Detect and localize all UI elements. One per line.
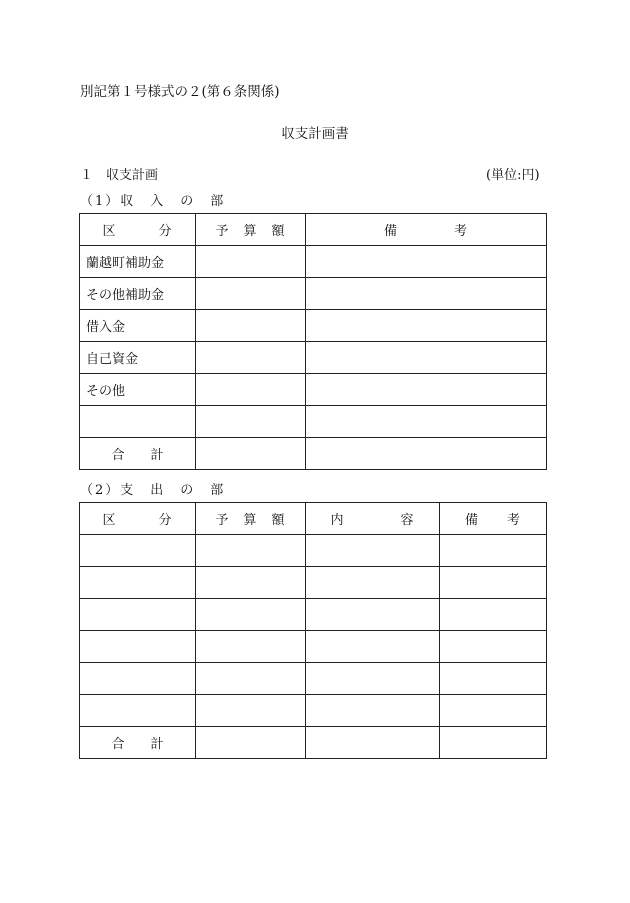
expense-category-cell[interactable]: [80, 663, 196, 695]
table-row: [80, 310, 547, 342]
expense-total-label: 合 計: [80, 727, 196, 759]
table-row: [80, 278, 547, 310]
income-row-label: その他: [80, 374, 196, 406]
expense-remarks-cell[interactable]: [440, 631, 547, 663]
income-remarks-cell[interactable]: [306, 246, 547, 278]
unit-label: (単位:円): [486, 168, 540, 183]
expense-budget-cell[interactable]: [196, 567, 306, 599]
income-total-budget-cell[interactable]: [196, 438, 306, 470]
expense-total-budget-cell[interactable]: [196, 727, 306, 759]
income-remarks-cell[interactable]: [306, 406, 547, 438]
expense-content-cell[interactable]: [306, 695, 440, 727]
expense-remarks-cell[interactable]: [440, 535, 547, 567]
table-row: [80, 246, 547, 278]
income-header-row: [80, 214, 547, 246]
expense-budget-cell[interactable]: [196, 663, 306, 695]
expense-total-remarks-cell[interactable]: [440, 727, 547, 759]
income-total-remarks-cell[interactable]: [306, 438, 547, 470]
expense-content-cell[interactable]: [306, 567, 440, 599]
form-reference: 別記第１号様式の２(第６条関係): [80, 84, 280, 100]
income-total-row: [80, 438, 547, 470]
expense-remarks-cell[interactable]: [440, 695, 547, 727]
expense-section-title: （2）支 出 の 部: [80, 483, 226, 498]
expense-table: [79, 502, 547, 759]
table-row: [80, 599, 547, 631]
income-table: [79, 213, 547, 470]
income-section-title: （1）収 入 の 部: [80, 194, 226, 209]
expense-total-content-cell[interactable]: [306, 727, 440, 759]
income-row-label: 借入金: [80, 310, 196, 342]
expense-budget-cell[interactable]: [196, 535, 306, 567]
income-budget-cell[interactable]: [196, 246, 306, 278]
table-row: [80, 374, 547, 406]
section-heading: １ 収支計画: [80, 168, 159, 183]
expense-header-budget: 予 算 額: [196, 503, 306, 535]
income-remarks-cell[interactable]: [306, 310, 547, 342]
expense-content-cell[interactable]: [306, 663, 440, 695]
income-row-label: その他補助金: [80, 278, 196, 310]
table-row: [80, 567, 547, 599]
expense-header-remarks: 備 考: [440, 503, 547, 535]
income-row-label: 蘭越町補助金: [80, 246, 196, 278]
expense-content-cell[interactable]: [306, 631, 440, 663]
expense-category-cell[interactable]: [80, 631, 196, 663]
expense-category-cell[interactable]: [80, 599, 196, 631]
expense-remarks-cell[interactable]: [440, 663, 547, 695]
income-budget-cell[interactable]: [196, 310, 306, 342]
income-budget-cell[interactable]: [196, 374, 306, 406]
income-budget-cell[interactable]: [196, 278, 306, 310]
expense-budget-cell[interactable]: [196, 599, 306, 631]
expense-content-cell[interactable]: [306, 599, 440, 631]
income-header-category: 区 分: [80, 214, 196, 246]
table-row: [80, 631, 547, 663]
table-row: [80, 663, 547, 695]
expense-content-cell[interactable]: [306, 535, 440, 567]
expense-total-row: [80, 727, 547, 759]
income-budget-cell[interactable]: [196, 406, 306, 438]
table-row: [80, 535, 547, 567]
income-total-label: 合 計: [80, 438, 196, 470]
income-remarks-cell[interactable]: [306, 278, 547, 310]
income-remarks-cell[interactable]: [306, 342, 547, 374]
table-row: [80, 342, 547, 374]
income-remarks-cell[interactable]: [306, 374, 547, 406]
expense-remarks-cell[interactable]: [440, 599, 547, 631]
table-row: [80, 406, 547, 438]
expense-category-cell[interactable]: [80, 567, 196, 599]
income-header-budget: 予 算 額: [196, 214, 306, 246]
table-row: [80, 695, 547, 727]
expense-budget-cell[interactable]: [196, 631, 306, 663]
expense-budget-cell[interactable]: [196, 695, 306, 727]
expense-category-cell[interactable]: [80, 535, 196, 567]
income-header-remarks: 備 考: [306, 214, 547, 246]
document-title: 収支計画書: [281, 126, 349, 142]
expense-header-category: 区 分: [80, 503, 196, 535]
income-row-label[interactable]: [80, 406, 196, 438]
income-row-label: 自己資金: [80, 342, 196, 374]
expense-header-row: [80, 503, 547, 535]
expense-header-content: 内 容: [306, 503, 440, 535]
income-budget-cell[interactable]: [196, 342, 306, 374]
expense-remarks-cell[interactable]: [440, 567, 547, 599]
expense-category-cell[interactable]: [80, 695, 196, 727]
